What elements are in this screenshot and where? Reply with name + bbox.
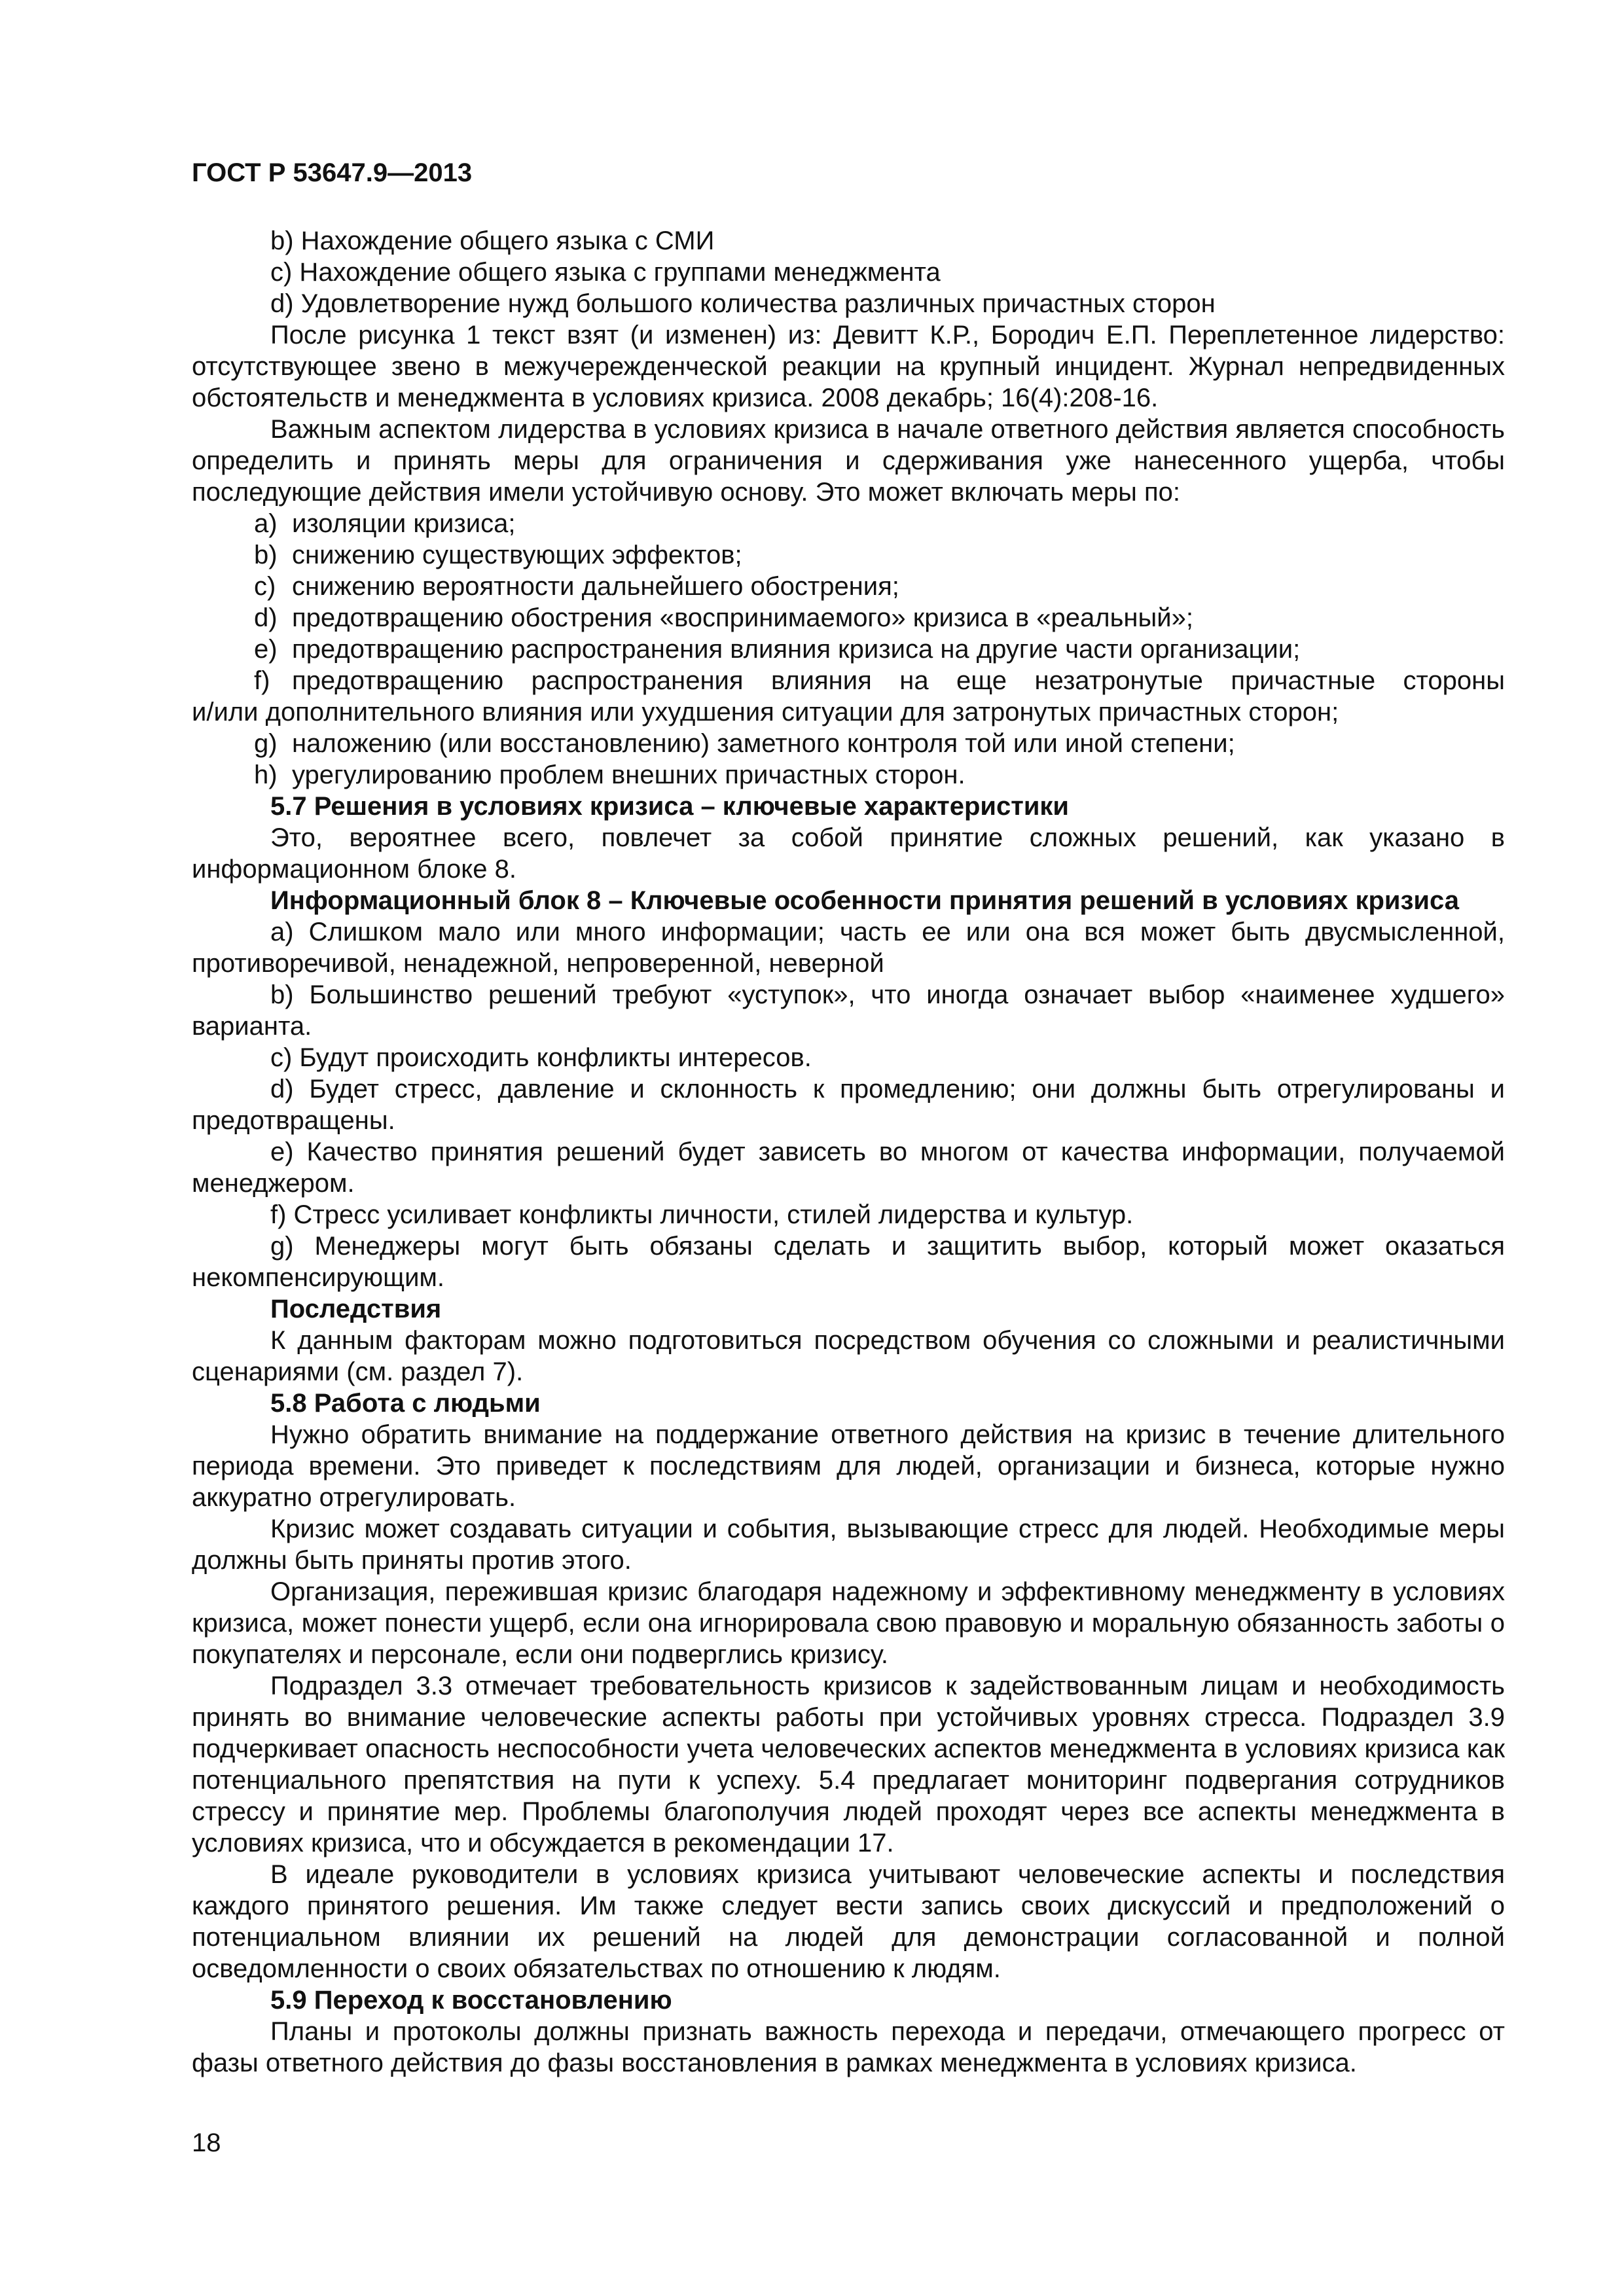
consequences-text: К данным факторам можно подготовиться посредством обучения со сложными и реалистичными сценариями (см. раздел 7). [192, 1326, 1505, 1386]
list-marker: a) [254, 509, 278, 538]
section-5-8-paragraph: Организация, пережившая кризис благодаря надежному и эффективному менеджменту в условиях кризиса, может понести ущерб, если она игнорировала свою правовую и моральную обязанность заботы о покупателях и персонале, если они подверглись кризису. [192, 1577, 1505, 1669]
list-text: изоляции кризиса; [292, 509, 516, 538]
section-5-8-paragraph: Нужно обратить внимание на поддержание ответного действия на кризис в течение длительного периода времени. Это приведет к последствиям для людей, организации и бизнеса, которые нужно аккуратно отрегулировать. [192, 1420, 1505, 1512]
infobox-item-e: e) Качество принятия решений будет зависеть во многом от качества информации, получаемой менеджером. [192, 1138, 1505, 1198]
section-5-7-text: Это, вероятнее всего, повлечет за собой принятие сложных решений, как указано в информационном блоке 8. [192, 823, 1505, 884]
figure-item-d: d) Удовлетворение нужд большого количества различных причастных сторон [270, 289, 1216, 318]
list-item [192, 759, 1505, 791]
list-marker: b) [254, 541, 278, 569]
infobox-item-b: b) Большинство решений требуют «уступок», что иногда означает выбор «наименее худшего» варианта. [192, 980, 1505, 1041]
figure-item-c: c) Нахождение общего языка с группами менеджмента [270, 258, 941, 287]
section-5-7-title: 5.7 Решения в условиях кризиса – ключевые характеристики [270, 792, 1070, 821]
list-item [192, 508, 1505, 539]
list-marker: c) [254, 572, 276, 601]
section-5-8-paragraph: В идеале руководители в условиях кризиса учитывают человеческие аспекты и последствия каждого принятого решения. Им также следует вести запись своих дискуссий и предположений о потенциальном влиянии их решений на людей для демонстрации согласованной и полной осведомленности о своих обязательствах по отношению к людям. [192, 1860, 1505, 1983]
list-item [192, 571, 1505, 602]
infobox-title: Информационный блок 8 – Ключевые особенности принятия решений в условиях кризиса [270, 886, 1459, 915]
infobox-item-g: g) Менеджеры могут быть обязаны сделать и защитить выбор, который может оказаться некомпенсирующим. [192, 1232, 1505, 1292]
list-marker: d) [254, 603, 278, 632]
list-text: предотвращению распространения влияния на еще незатронутые причастные стороны [292, 666, 1505, 695]
list-marker: g) [254, 729, 278, 758]
list-item [192, 602, 1505, 634]
section-5-8-paragraph: Кризис может создавать ситуации и события, вызывающие стресс для людей. Необходимые меры должны быть приняты против этого. [192, 1515, 1505, 1575]
list-item [192, 665, 1505, 696]
list-marker: e) [254, 635, 278, 664]
section-5-9-text: Планы и протоколы должны признать важность перехода и передачи, отмечающего прогресс от фазы ответного действия до фазы восстановления в рамках менеджмента в условиях кризиса. [192, 2017, 1505, 2077]
section-5-8-paragraph: Подраздел 3.3 отмечает требовательность кризисов к задействованным лицам и необходимость принять во внимание человеческие аспекты работы при устойчивых уровнях стресса. Подраздел 3.9 подчеркивает опасность неспособности учета человеческих аспектов менеджмента в условиях кризиса как потенциального препятствия на пути к успеху. 5.4 предлагает мониторинг подвергания сотрудников стрессу и принятие мер. Проблемы благополучия людей проходят через все аспекты менеджмента в условиях кризиса, что и обсуждается в рекомендации 17. [192, 1672, 1505, 1857]
list-marker: h) [254, 761, 278, 789]
section-5-9-title: 5.9 Переход к восстановлению [270, 1986, 672, 2015]
document-header: ГОСТ Р 53647.9—2013 [192, 158, 473, 187]
list-item [192, 539, 1505, 571]
figure-item-b: b) Нахождение общего языка с СМИ [270, 226, 715, 255]
source-note: После рисунка 1 текст взят (и изменен) из: Девитт К.Р., Бородич Е.П. Переплетенное лидерство: отсутствующее звено в межучережденческой реакции на крупный инцидент. Журнал непредвиденных обстоятельств и менеджмента в условиях кризиса. 2008 декабрь; 16(4):208-16. [192, 321, 1505, 412]
list-item [192, 634, 1505, 665]
leadership-intro: Важным аспектом лидерства в условиях кризиса в начале ответного действия является способность определить и принять меры для ограничения и сдерживания уже нанесенного ущерба, чтобы последующие действия имели устойчивую основу. Это может включать меры по: [192, 415, 1505, 507]
list-text: предотвращению обострения «воспринимаемого» кризиса в «реальный»; [292, 603, 1193, 632]
list-item [192, 728, 1505, 759]
section-5-8-title: 5.8 Работа с людьми [270, 1389, 541, 1418]
consequences-title: Последствия [270, 1295, 442, 1323]
infobox-item-a: a) Слишком мало или много информации; часть ее или она вся может быть двусмысленной, противоречивой, ненадежной, непроверенной, неверной [192, 918, 1505, 978]
list-text: наложению (или восстановлению) заметного контроля той или иной степени; [292, 729, 1235, 758]
infobox-item-c: c) Будут происходить конфликты интересов. [270, 1043, 812, 1072]
list-text: урегулированию проблем внешних причастных сторон. [292, 761, 965, 789]
list-text: снижению вероятности дальнейшего обострения; [292, 572, 899, 601]
infobox-item-f: f) Стресс усиливает конфликты личности, стилей лидерства и культур. [270, 1200, 1134, 1229]
page-number: 18 [192, 2128, 221, 2157]
list-text: снижению существующих эффектов; [292, 541, 742, 569]
list-marker: f) [254, 666, 270, 695]
infobox-item-d: d) Будет стресс, давление и склонность к промедлению; они должны быть отрегулированы и предотвращены. [192, 1075, 1505, 1135]
list-item-continuation: и/или дополнительного влияния или ухудшения ситуации для затронутых причастных сторон; [192, 698, 1339, 726]
list-text: предотвращению распространения влияния кризиса на другие части организации; [292, 635, 1301, 664]
